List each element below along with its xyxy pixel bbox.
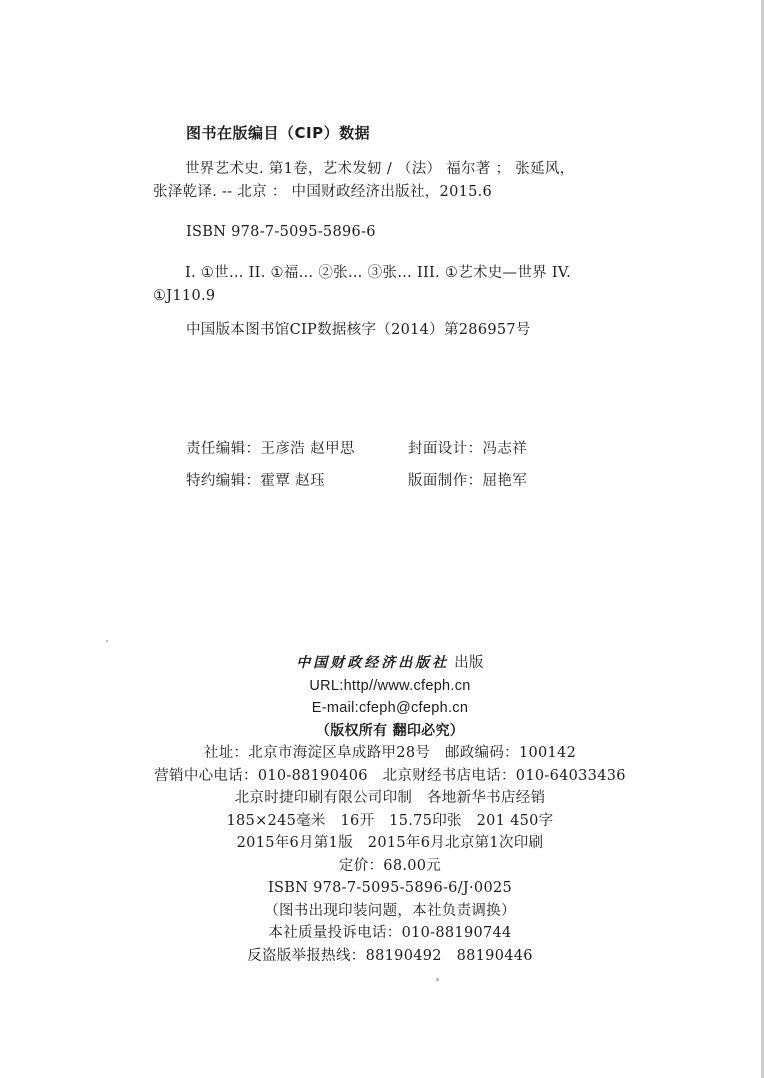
book-specs: 185×245毫米 16开 15.75印张 201 450字 bbox=[226, 812, 554, 829]
edition-info: 2015年6月第1版 2015年6月北京第1次印刷 bbox=[236, 835, 544, 851]
cip-data-number: 中国版本图书馆CIP数据核字（2014）第286957号 bbox=[186, 322, 531, 338]
print-defect-notice: （图书出现印装问题，本社负责调换） bbox=[264, 902, 516, 919]
publisher-line bbox=[140, 652, 640, 675]
cover-designer: 封面设计：冯志祥 bbox=[408, 440, 528, 457]
publisher-address: 社址：北京市海淀区阜成路甲28号 邮政编码：100142 bbox=[203, 745, 577, 761]
printer-distributor: 北京时捷印刷有限公司印制 各地新华书店经销 bbox=[234, 790, 546, 806]
cip-isbn: ISBN 978-7-5095-5896-6 bbox=[186, 224, 376, 240]
credit-row bbox=[186, 463, 606, 495]
scan-speck bbox=[106, 640, 108, 642]
contact-phones: 营销中心电话：010-88190406 北京财经书店电话：010-64033436 bbox=[154, 767, 626, 784]
publisher-suffix: 出版 bbox=[454, 655, 484, 671]
scan-speck bbox=[436, 978, 439, 981]
publisher-logo: 中国财政经济出版社 bbox=[296, 655, 450, 671]
credit-row bbox=[186, 431, 606, 463]
publisher-email: E-mail:cfeph@cfeph.cn bbox=[311, 700, 469, 716]
layout-producer: 版面制作：屈艳军 bbox=[408, 472, 528, 489]
anti-piracy-hotline: 反盗版举报热线：88190492 88190446 bbox=[247, 947, 533, 964]
quality-complaint-phone: 本社质量投诉电话：010-88190744 bbox=[268, 925, 512, 941]
credits-block bbox=[186, 431, 606, 495]
responsible-editors: 责任编辑：王彦浩 赵甲思 bbox=[186, 440, 355, 457]
cip-title: 图书在版编目（CIP）数据 bbox=[186, 124, 371, 142]
cip-entry: 世界艺术史. 第1卷，艺术发轫 / （法） 福尔著 ； 张延风， 张泽乾译. -- 北京 ： 中国财政经济出版社，2015.6 bbox=[153, 161, 575, 200]
publisher-url: URL:http//www.cfeph.cn bbox=[309, 677, 471, 694]
isbn-full: ISBN 978-7-5095-5896-6/J·0025 bbox=[267, 880, 513, 896]
price: 定价：68.00元 bbox=[338, 857, 442, 874]
copyright-notice: （版权所有 翻印必究） bbox=[315, 722, 465, 739]
cip-classification: I. ①世… II. ①福… ②张… ③张… III. ①艺术史—世界 IV. ①J110.9 bbox=[153, 265, 572, 304]
colophon bbox=[140, 652, 640, 967]
special-editors: 特约编辑：霍覃 赵珏 bbox=[186, 472, 326, 489]
